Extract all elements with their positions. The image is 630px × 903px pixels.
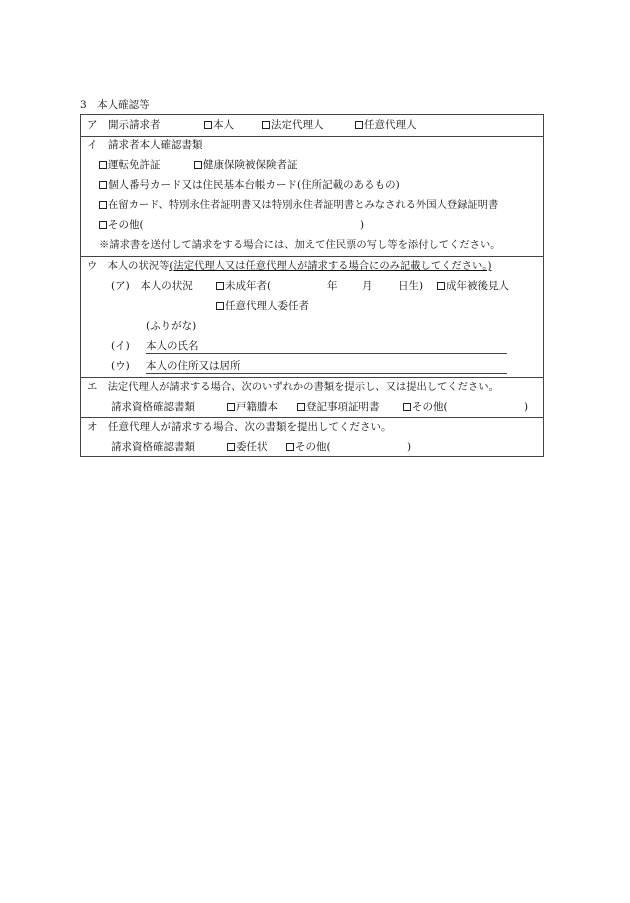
divider bbox=[81, 256, 543, 257]
doc-other-close: ) bbox=[360, 219, 365, 231]
section-title: 3 本人確認等 bbox=[80, 99, 150, 111]
legal-agent-heading: エ 法定代理人が請求する場合、次のいずれかの書類を提示し、又は提出してください。 bbox=[87, 381, 499, 393]
doc-mynumber-card[interactable]: 個人番号カード又は住民基本台帳カード(住所記載のあるもの) bbox=[99, 178, 400, 192]
doc-family-register[interactable]: 戸籍謄本 bbox=[227, 400, 278, 414]
legal-qualification-label: 請求資格確認書類 bbox=[111, 401, 195, 413]
birth-year-label: 年 bbox=[327, 280, 338, 292]
option-self[interactable]: 本人 bbox=[204, 118, 234, 132]
doc-health-insurance[interactable]: 健康保険被保険者証 bbox=[194, 158, 298, 172]
address-row-label: (ウ) bbox=[111, 360, 130, 372]
birth-day-label: 日生) bbox=[398, 280, 424, 292]
principal-name-field[interactable] bbox=[146, 353, 507, 354]
checkbox-icon[interactable] bbox=[99, 181, 107, 189]
checkbox-icon[interactable] bbox=[99, 161, 107, 169]
name-row-label: (イ) bbox=[111, 340, 130, 352]
checkbox-icon[interactable] bbox=[194, 161, 202, 169]
principal-name-label: 本人の氏名 bbox=[146, 340, 199, 352]
voluntary-agent-heading: オ 任意代理人が請求する場合、次の書類を提出してください。 bbox=[87, 421, 392, 433]
checkbox-icon[interactable] bbox=[216, 282, 224, 290]
doc-legal-other[interactable]: その他( bbox=[403, 400, 448, 414]
principal-address-label: 本人の住所又は居所 bbox=[146, 360, 241, 372]
checkbox-icon[interactable] bbox=[99, 221, 107, 229]
option-voluntary-principal[interactable]: 任意代理人委任者 bbox=[216, 299, 309, 313]
status-label: (ア) 本人の状況 bbox=[111, 280, 193, 292]
doc-registry-certificate[interactable]: 登記事項証明書 bbox=[297, 400, 380, 414]
option-minor[interactable]: 未成年者( bbox=[216, 279, 271, 293]
doc-drivers-license[interactable]: 運転免許証 bbox=[99, 158, 161, 172]
doc-legal-other-close: ) bbox=[524, 401, 529, 413]
checkbox-icon[interactable] bbox=[204, 121, 212, 129]
voluntary-qualification-label: 請求資格確認書類 bbox=[111, 441, 195, 453]
id-docs-heading: イ 請求者本人確認書類 bbox=[87, 139, 203, 151]
checkbox-icon[interactable] bbox=[297, 403, 305, 411]
checkbox-icon[interactable] bbox=[355, 121, 363, 129]
principal-status-heading: ウ 本人の状況等(法定代理人又は任意代理人が請求する場合にのみ記載してください。) bbox=[87, 260, 492, 272]
checkbox-icon[interactable] bbox=[262, 121, 270, 129]
doc-voluntary-other[interactable]: その他( bbox=[286, 440, 331, 454]
doc-residence-card[interactable]: 在留カード、特別永住者証明書又は特別永住者証明書とみなされる外国人登録証明書 bbox=[99, 198, 498, 212]
divider bbox=[81, 377, 543, 378]
checkbox-icon[interactable] bbox=[227, 443, 235, 451]
divider bbox=[81, 417, 543, 418]
option-adult-guardian[interactable]: 成年被後見人 bbox=[437, 279, 509, 293]
checkbox-icon[interactable] bbox=[437, 282, 445, 290]
checkbox-icon[interactable] bbox=[403, 403, 411, 411]
requester-label: ア 開示請求者 bbox=[87, 119, 161, 131]
doc-other[interactable]: その他( bbox=[99, 218, 144, 232]
principal-address-field[interactable] bbox=[146, 373, 507, 374]
option-voluntary-agent[interactable]: 任意代理人 bbox=[355, 118, 417, 132]
divider bbox=[81, 136, 543, 137]
mail-note: ※請求書を送付して請求をする場合には、加えて住民票の写し等を添付してください。 bbox=[99, 239, 501, 251]
doc-power-of-attorney[interactable]: 委任状 bbox=[227, 440, 268, 454]
furigana-label: (ふりがな) bbox=[146, 320, 197, 332]
checkbox-icon[interactable] bbox=[216, 302, 224, 310]
doc-voluntary-other-close: ) bbox=[407, 441, 412, 453]
checkbox-icon[interactable] bbox=[286, 443, 294, 451]
checkbox-icon[interactable] bbox=[227, 403, 235, 411]
checkbox-icon[interactable] bbox=[99, 201, 107, 209]
birth-month-label: 月 bbox=[362, 280, 373, 292]
option-legal-agent[interactable]: 法定代理人 bbox=[262, 118, 324, 132]
identity-verification-form bbox=[80, 114, 544, 457]
